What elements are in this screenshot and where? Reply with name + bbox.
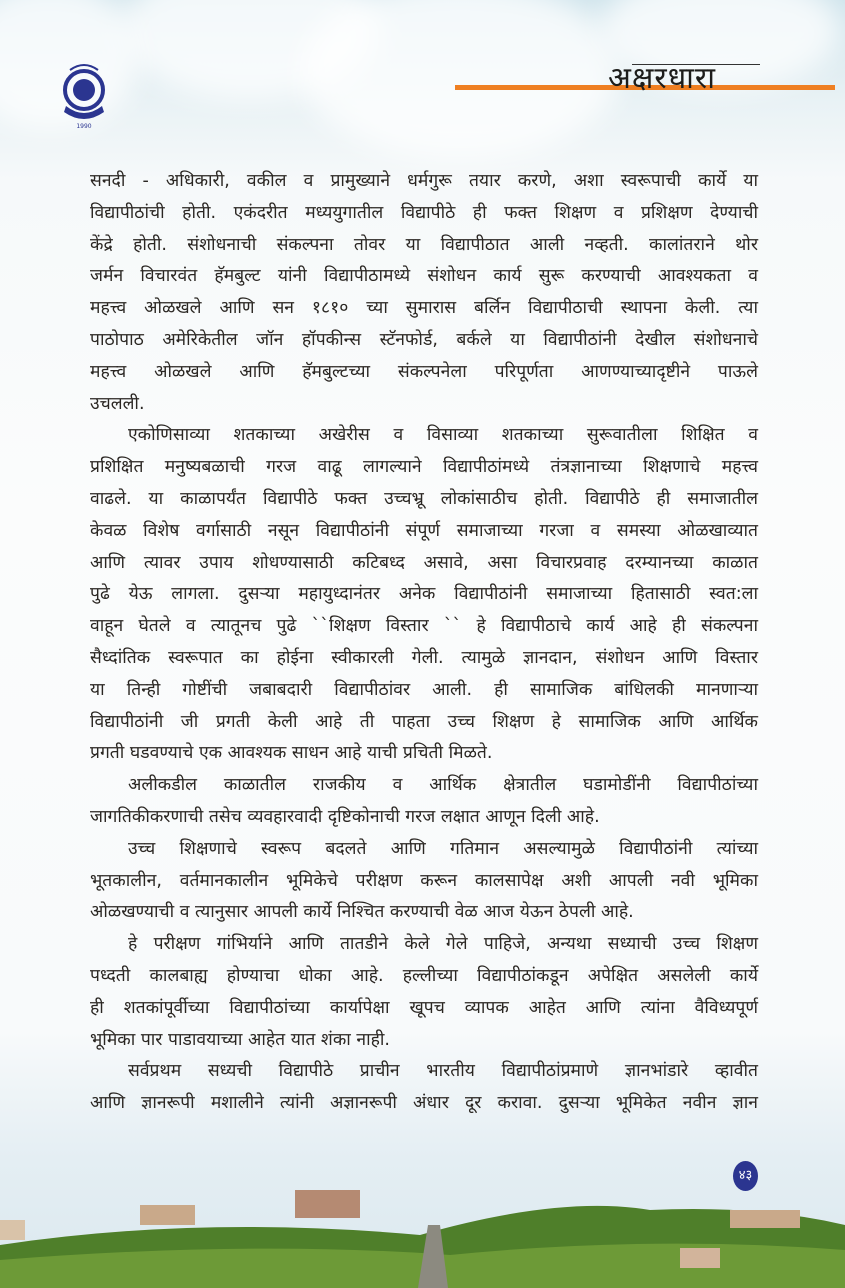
publication-title: अक्षरधारा xyxy=(608,61,716,96)
paragraph-line: विद्यापीठांची होती. एकंदरीत मध्ययुगातील विद्यापीठे ही फक्त शिक्षण व प्रशिक्षण देण्याची xyxy=(90,202,758,223)
paragraph-line: सनदी - अधिकारी, वकील व प्रामुख्याने धर्मगुरू तयार करणे, अशा स्वरूपाची कार्ये या xyxy=(90,171,758,191)
paragraph-line: केवळ विशेष वर्गासाठी नसून विद्यापीठांनी संपूर्ण समाजाच्या गरजा व समस्या ओळखाव्यात xyxy=(90,520,758,541)
paragraph-line: आणि त्यावर उपाय शोधण्यासाठी कटिबध्द असावे, असा विचारप्रवाह दरम्यानच्या काळात xyxy=(90,552,758,573)
paragraph-line: महत्त्व ओळखले आणि हॅमबुल्टच्या संकल्पनेला परिपूर्णता आणण्याच्यादृष्टीने पाऊले xyxy=(90,361,758,382)
cloud xyxy=(300,0,620,160)
paragraph-line: पध्दती कालबाह्य होण्याचा धोका आहे. हल्लीच्या विद्यापीठांकडून अपेक्षित असलेली कार्ये xyxy=(90,965,758,986)
paragraph-line: जर्मन विचारवंत हॅमबुल्ट यांनी विद्यापीठामध्ये संशोधन कार्य सुरू करण्याची आवश्यकता व xyxy=(90,266,758,287)
paragraph-line: वाहून घेतले व त्यातूनच पुढे ``शिक्षण विस्तार `` हे विद्यापीठाचे कार्य आहे ही संकल्पना xyxy=(90,616,758,637)
logo-year: 1990 xyxy=(76,123,92,130)
paragraph-line: ही शतकांपूर्वीच्या विद्यापीठांच्या कार्यापेक्षा खूपच व्यापक आहेत आणि त्यांना वैविध्यपूर्ण xyxy=(90,997,758,1018)
paragraph-line: भूतकालीन, वर्तमानकालीन भूमिकेचे परीक्षण करून कालसापेक्ष अशी आपली नवी भूमिका xyxy=(90,870,758,891)
paragraph-line: आणि ज्ञानरूपी मशालीने त्यांनी अज्ञानरूपी अंधार दूर करावा. दुसऱ्या भूमिकेत नवीन ज्ञान xyxy=(90,1093,758,1114)
paragraph-line: वाढले. या काळापर्यंत विद्यापीठे फक्त उच्चभ्रू लोकांसाठीच होती. विद्यापीठे ही समाजातील xyxy=(90,488,758,509)
paragraph-line: प्रगती घडवण्याचे एक आवश्यक साधन आहे याची प्रचिती मिळते. xyxy=(90,743,493,764)
paragraph-line: पाठोपाठ अमेरिकेतील जॉन हॉपकीन्स स्टॅनफोर्ड, बर्कले या विद्यापीठांनी देखील संशोधनाचे xyxy=(90,329,758,350)
paragraph-line: पुढे येऊ लागला. दुसऱ्या महायुध्दानंतर अनेक विद्यापीठांनी समाजाच्या हितासाठी स्वत:ला xyxy=(90,584,758,605)
paragraph-line: भूमिका पार पाडावयाच्या आहेत यात शंका नाही. xyxy=(90,1029,390,1050)
paragraph-line: एकोणिसाव्या शतकाच्या अखेरीस व विसाव्या शतकाच्या सुरूवातीला शिक्षित व xyxy=(128,425,758,446)
paragraph-line: या तिन्ही गोष्टींची जबाबदारी विद्यापीठांवर आली. ही सामाजिक बांधिलकी मानणाऱ्या xyxy=(90,679,758,700)
paragraph-line: सैध्दांतिक स्वरूपात का होईना स्वीकारली गेली. त्यामुळे ज्ञानदान, संशोधन आणि विस्तार xyxy=(90,647,758,668)
paragraph-line: उचलली. xyxy=(90,393,145,414)
university-logo xyxy=(62,58,106,130)
paragraph-line: विद्यापीठांनी जी प्रगती केली आहे ती पाहता उच्च शिक्षण हे सामाजिक आणि आर्थिक xyxy=(90,711,758,732)
paragraph-line: जागतिकीकरणाची तसेच व्यवहारवादी दृष्टिकोनाची गरज लक्षात आणून दिली आहे. xyxy=(90,806,600,827)
paragraph-line: सर्वप्रथम सध्यची विद्यापीठे प्राचीन भारतीय विद्यापीठांप्रमाणे ज्ञानभांडारे व्हावीत xyxy=(128,1061,758,1082)
paragraph-line: हे परीक्षण गांभिर्याने आणि तातडीने केले गेले पाहिजे, अन्यथा सध्याची उच्च शिक्षण xyxy=(128,934,758,955)
paragraph-line: केंद्रे होती. संशोधनाची संकल्पना तोवर या विद्यापीठात आली नव्हती. कालांतराने थोर xyxy=(90,234,758,255)
paragraph-line: अलीकडील काळातील राजकीय व आर्थिक क्षेत्रातील घडामोडींनी विद्यापीठांच्या xyxy=(128,775,758,796)
campus-landscape-image xyxy=(0,1185,845,1288)
paragraph-line: उच्च शिक्षणाचे स्वरूप बदलते आणि गतिमान असल्यामुळे विद्यापीठांनी त्यांच्या xyxy=(128,838,758,859)
page-number-badge: ४३ xyxy=(733,1161,758,1191)
paragraph-line: ओळखण्याची व त्यानुसार आपली कार्ये निश्चित करण्याची वेळ आज येऊन ठेपली आहे. xyxy=(90,902,634,923)
paragraph-line: महत्त्व ओळखले आणि सन १८१० च्या सुमारास बर्लिन विद्यापीठाची स्थापना केली. त्या xyxy=(90,298,758,319)
article-body xyxy=(90,166,758,1120)
paragraph-line: प्रशिक्षित मनुष्यबळाची गरज वाढू लागल्याने विद्यापीठांमध्ये तंत्रज्ञानाच्या शिक्षणाचे महत्त्व xyxy=(90,457,758,478)
